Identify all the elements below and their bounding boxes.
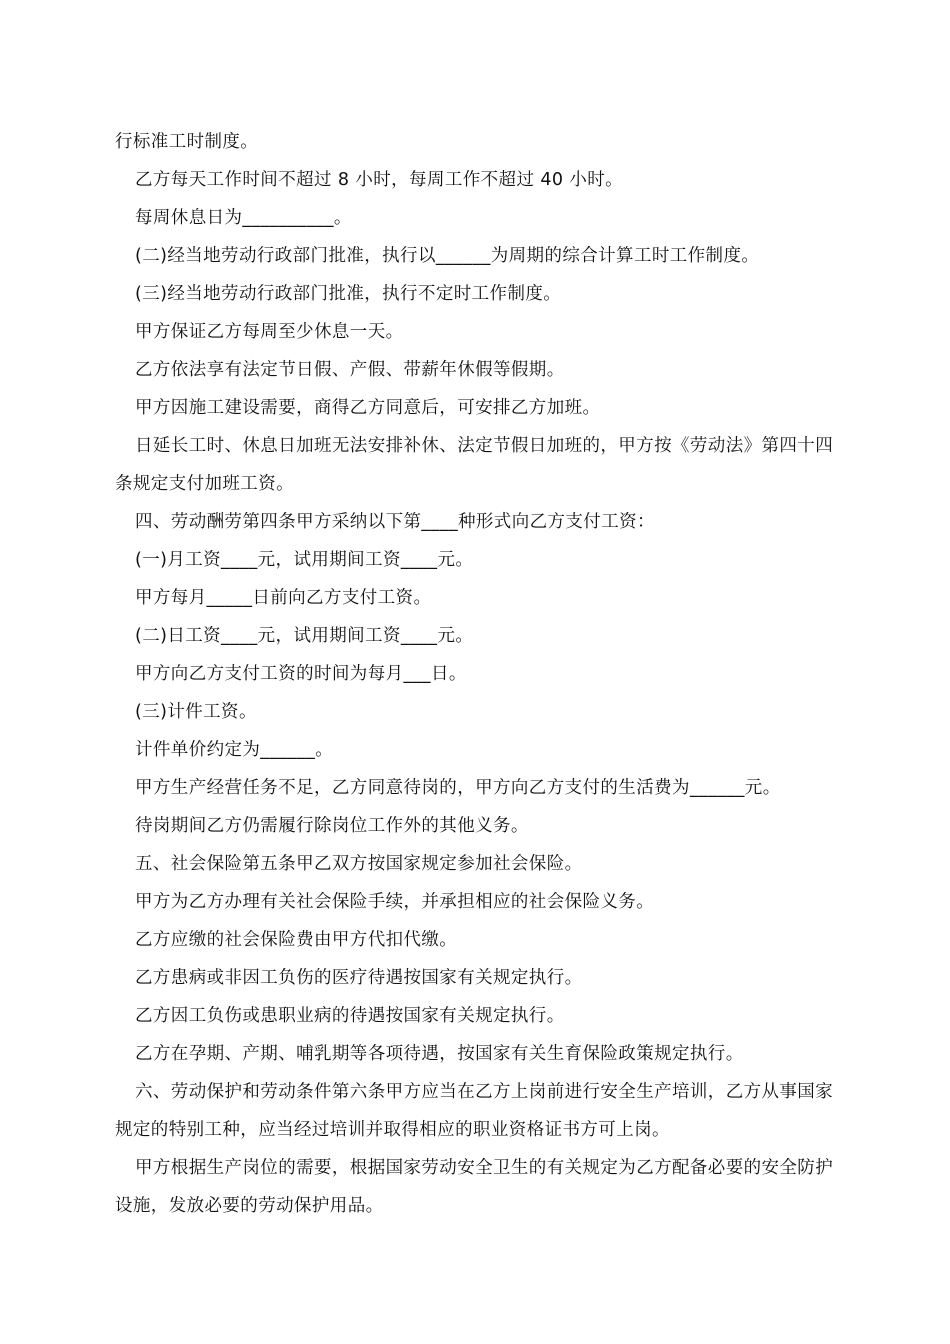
paragraph: 甲方向乙方支付工资的时间为每月___日。 [135, 664, 467, 684]
section-heading-paragraph: 四、劳动酬劳第四条甲方采纳以下第____种形式向乙方支付工资： [135, 512, 655, 532]
paragraph: 甲方生产经营任务不足，乙方同意待岗的，甲方向乙方支付的生活费为______元。 [135, 778, 781, 798]
section-heading-paragraph: 五、社会保险第五条甲乙双方按国家规定参加社会保险。 [135, 854, 583, 874]
paragraph: 甲方每月_____日前向乙方支付工资。 [135, 588, 432, 608]
paragraph: 乙方因工负伤或患职业病的待遇按国家有关规定执行。 [135, 1006, 565, 1026]
paragraph: (三)经当地劳动行政部门批准，执行不定时工作制度。 [135, 284, 562, 304]
paragraph: 甲方保证乙方每周至少休息一天。 [135, 322, 404, 342]
paragraph: (一)月工资____元，试用期间工资____元。 [135, 550, 474, 570]
paragraph: (二)日工资____元，试用期间工资____元。 [135, 626, 474, 646]
paragraph: 乙方在孕期、产期、哺乳期等各项待遇，按国家有关生育保险政策规定执行。 [135, 1044, 744, 1064]
paragraph: 甲方为乙方办理有关社会保险手续，并承担相应的社会保险义务。 [135, 892, 655, 912]
paragraph: 待岗期间乙方仍需履行除岗位工作外的其他义务。 [135, 816, 529, 836]
section-heading-paragraph: 六、劳动保护和劳动条件第六条甲方应当在乙方上岗前进行安全生产培训，乙方从事国家规定的特别工种，应当经过培训并取得相应的职业资格证书方可上岗。 [115, 1082, 834, 1140]
paragraph: 计件单价约定为______。 [135, 740, 334, 760]
paragraph: 乙方应缴的社会保险费由甲方代扣代缴。 [135, 930, 458, 950]
paragraph: 每周休息日为__________。 [135, 208, 352, 228]
paragraph: 乙方患病或非因工负伤的医疗待遇按国家有关规定执行。 [135, 968, 583, 988]
paragraph: 甲方根据生产岗位的需要，根据国家劳动安全卫生的有关规定为乙方配备必要的安全防护设施，发放必要的劳动保护用品。 [115, 1158, 834, 1216]
paragraph: (三)计件工资。 [135, 702, 257, 722]
paragraph: 日延长工时、休息日加班无法安排补休、法定节假日加班的，甲方按《劳动法》第四十四条规定支付加班工资。 [115, 436, 834, 494]
paragraph: 行标准工时制度。 [115, 132, 259, 152]
paragraph: (二)经当地劳动行政部门批准，执行以______为周期的综合计算工时工作制度。 [135, 246, 760, 266]
document-body [115, 123, 837, 1225]
paragraph: 甲方因施工建设需要，商得乙方同意后，可安排乙方加班。 [135, 398, 601, 418]
paragraph: 乙方依法享有法定节日假、产假、带薪年休假等假期。 [135, 360, 565, 380]
paragraph: 乙方每天工作时间不超过 8 小时，每周工作不超过 40 小时。 [135, 170, 624, 190]
